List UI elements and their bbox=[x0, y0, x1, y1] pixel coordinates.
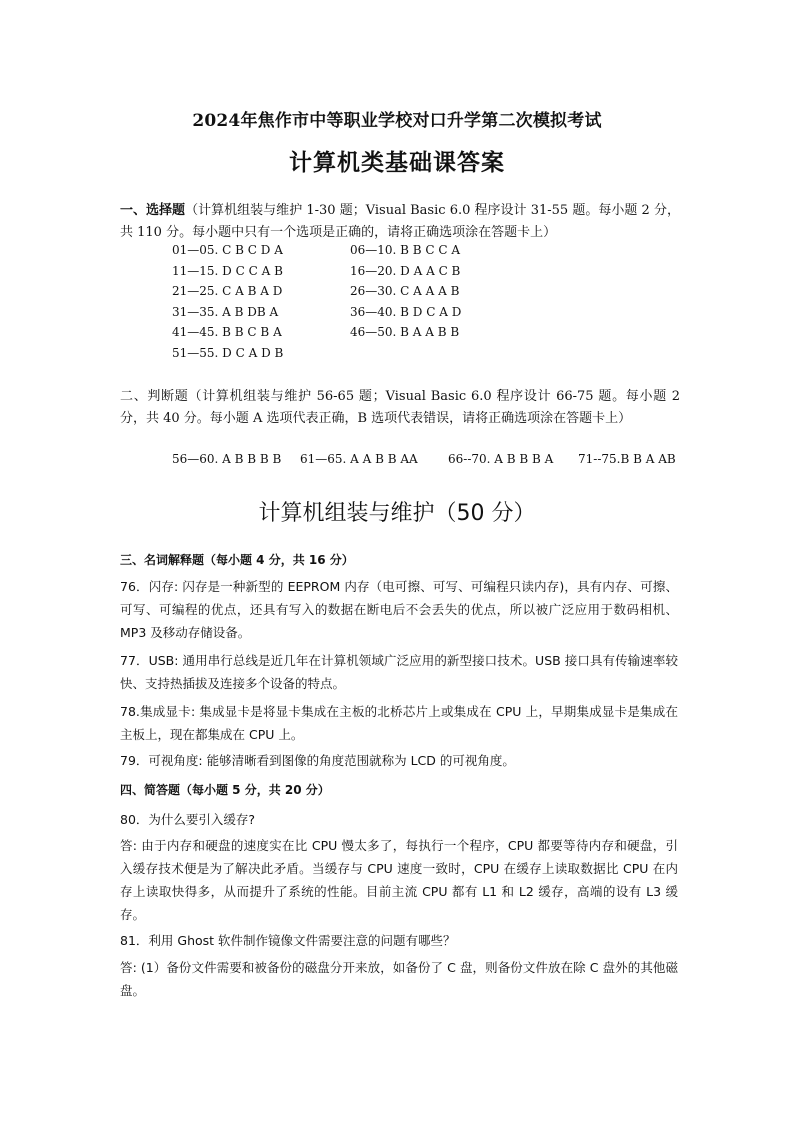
judge-group: 56—60. A B B B B bbox=[172, 452, 282, 466]
answer-row bbox=[172, 284, 502, 305]
answer-group: 46—50. B A A B B bbox=[350, 325, 460, 339]
section2-intro: 二、判断题（计算机组装与维护 56-65 题；Visual Basic 6.0 程序设计 66-75 题。每小题 2 分，共 40 分。每小题 A 选项代表正确，B 选项代表错误，请将正确选项涂在答题卡上） bbox=[120, 389, 680, 426]
section1-label: 一、选择题 bbox=[120, 203, 186, 218]
answer-81: 答: (1）备份文件需要和被备份的磁盘分开来放，如备份了 C 盘，则备份文件放在除 C 盘外的其他磁盘。 bbox=[120, 960, 678, 998]
judge-group: 71--75.B B A AB bbox=[578, 452, 676, 466]
section3-heading: 三、名词解释题（每小题 4 分，共 16 分） bbox=[120, 553, 354, 567]
section1-desc: （计算机组装与维护 1-30 题；Visual Basic 6.0 程序设计 31-55 题。每小题 2 分，共 110 分。每小题中只有一个选项是正确的，请将正确选项涂在答题卡上） bbox=[120, 203, 680, 240]
answer-row bbox=[172, 305, 502, 326]
answer-row bbox=[172, 264, 502, 285]
question-81: 81．利用 Ghost 软件制作镜像文件需要注意的问题有哪些？ bbox=[120, 933, 456, 948]
answer-group: 36—40. B D C A D bbox=[350, 304, 462, 319]
term-78: 78.集成显卡: 集成显卡是将显卡集成在主板的北桥芯片上或集成在 CPU 上，早期集成显卡是集成在主板上，现在都集成在 CPU 上。 bbox=[120, 704, 678, 742]
term-79: 79．可视角度: 能够清晰看到图像的角度范围就称为 LCD 的可视角度。 bbox=[120, 753, 515, 768]
answer-title: 计算机类基础课答案 bbox=[289, 150, 505, 176]
answer-group: 11—15. D C C A B bbox=[172, 263, 283, 278]
answer-group: 16—20. D A A C B bbox=[350, 263, 461, 278]
section4-heading: 四、简答题（每小题 5 分，共 20 分） bbox=[120, 783, 330, 797]
answer-group: 21—25. C A B A D bbox=[172, 284, 283, 298]
judge-group: 61—65. A A B B AA bbox=[300, 452, 418, 466]
section1-intro bbox=[120, 200, 680, 244]
answer-group: 26—30. C A A A B bbox=[350, 284, 460, 298]
answer-row bbox=[172, 325, 502, 346]
answer-group: 31—35. A B DB A bbox=[172, 304, 279, 319]
answer-row bbox=[172, 243, 502, 264]
exam-title: 2024年焦作市中等职业学校对口升学第二次模拟考试 bbox=[192, 111, 602, 131]
answer-group: 06—10. B B C C A bbox=[350, 243, 461, 257]
answer-80: 答: 由于内存和硬盘的速度实在比 CPU 慢太多了，每执行一个程序，CPU 都要等待内存和硬盘，引入缓存技术便是为了解决此矛盾。当缓存与 CPU 速度一致时，CPU 在缓存上读取数据比 CPU 在内存上读取快得多，从而提升了系统的性能。目前主流 CPU 都有 L1 和 L2 缓存，高端的设有 L3 缓存。 bbox=[120, 838, 678, 922]
answer-row bbox=[172, 346, 502, 367]
choice-answer-grid bbox=[172, 243, 502, 366]
question-80: 80．为什么要引入缓存? bbox=[120, 812, 256, 827]
answer-group: 01—05. C B C D A bbox=[172, 243, 283, 257]
term-77: 77．USB: 通用串行总线是近几年在计算机领域广泛应用的新型接口技术。USB 接口具有传输速率较快、支持热插拔及连接多个设备的特点。 bbox=[120, 653, 678, 691]
part-heading: 计算机组装与维护（50 分） bbox=[258, 501, 536, 526]
answer-group: 51—55. D C A D B bbox=[172, 345, 284, 360]
judge-group: 66--70. A B B B A bbox=[448, 452, 554, 466]
answer-group: 41—45. B B C B A bbox=[172, 325, 282, 339]
term-76: 76．闪存: 闪存是一种新型的 EEPROM 内存（电可擦、可写、可编程只读内存)，具有内存、可擦、可写、可编程的优点，还具有写入的数据在断电后不会丢失的优点，所以被广泛应用于数码相机、MP3 及移动存储设备。 bbox=[120, 579, 678, 640]
